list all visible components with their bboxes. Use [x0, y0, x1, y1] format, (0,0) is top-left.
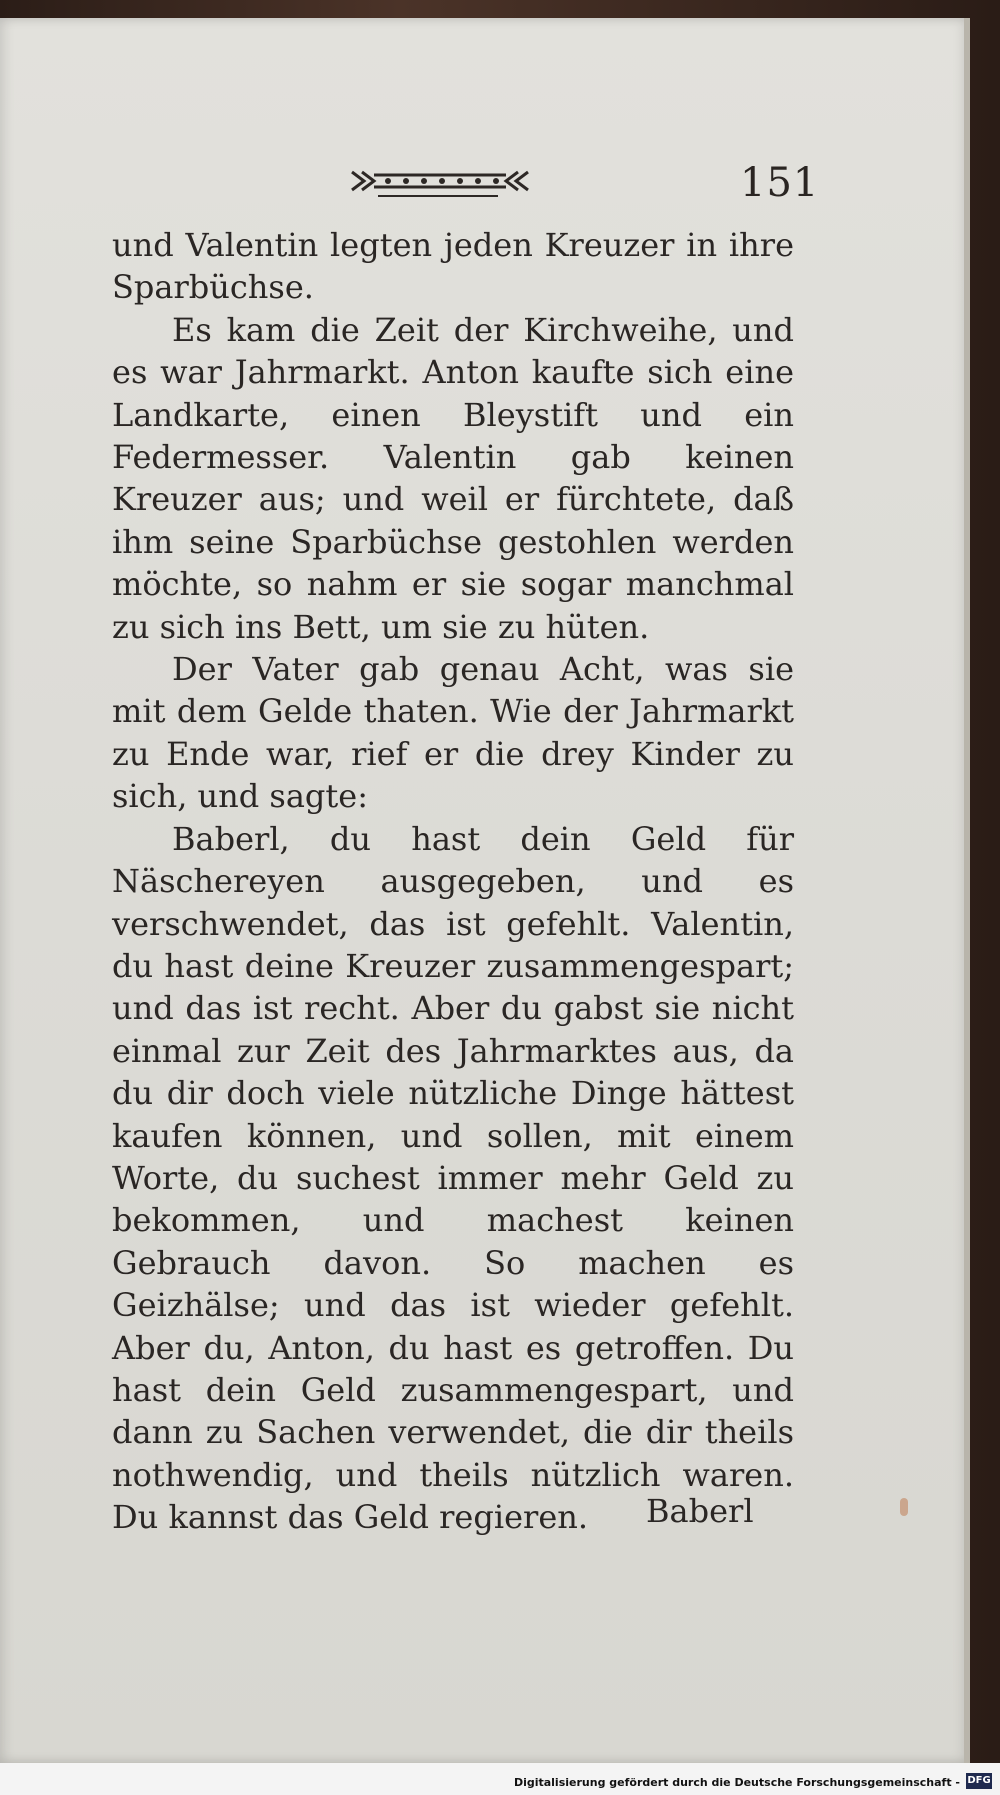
paragraph: Es kam die Zeit der Kirchweihe, und es war Jahrmarkt. Anton kaufte sich eine Landkarte, einen Bleystift und ein Federmesser. Valentin gab keinen Kreuzer aus; und weil er fürchtete, daß ihm seine Sparbüchse gestohlen werden möchte, so nahm er sie sogar manchmal zu sich ins Bett, um sie zu hüten.	[112, 310, 794, 646]
page-edge	[964, 18, 970, 1763]
header-ornament-icon	[348, 162, 532, 200]
paragraph: Baberl, du hast dein Geld für Näschereyen ausgegeben, und es verschwendet, das ist gefehlt. Valentin, du hast deine Kreuzer zusammengespart; und das ist recht. Aber du gabst sie nicht einmal zur Zeit des Jahrmarktes aus, da du dir doch viele nützliche Dinge hättest kaufen können, und sollen, mit einem Worte, du suchest immer mehr Geld zu bekommen, und machest keinen Gebrauch davon. So machen es Geizhälse; und das ist wieder gefehlt. Aber du, Anton, du hast es getroffen. Du hast dein Geld zusammengespart, und dann zu Sachen verwendet, die dir theils nothwendig, und theils nützlich waren. Du kannst das Geld regieren.	[112, 819, 794, 1537]
page-number: 151	[740, 160, 820, 206]
body-text	[112, 224, 794, 1539]
catchword: Baberl	[646, 1492, 754, 1530]
footer-credit: Digitalisierung gefördert durch die Deutsche Forschungsgemeinschaft -	[513, 1776, 960, 1789]
paragraph: und Valentin legten jeden Kreuzer in ihre Sparbüchse.	[112, 226, 794, 307]
paper-stain	[900, 1498, 908, 1516]
paragraph: Der Vater gab genau Acht, was sie mit dem Gelde thaten. Wie der Jahrmarkt zu Ende war, rief er die drey Kinder zu sich, und sagte:	[112, 650, 794, 816]
dfg-logo-icon: DFG	[966, 1773, 992, 1789]
